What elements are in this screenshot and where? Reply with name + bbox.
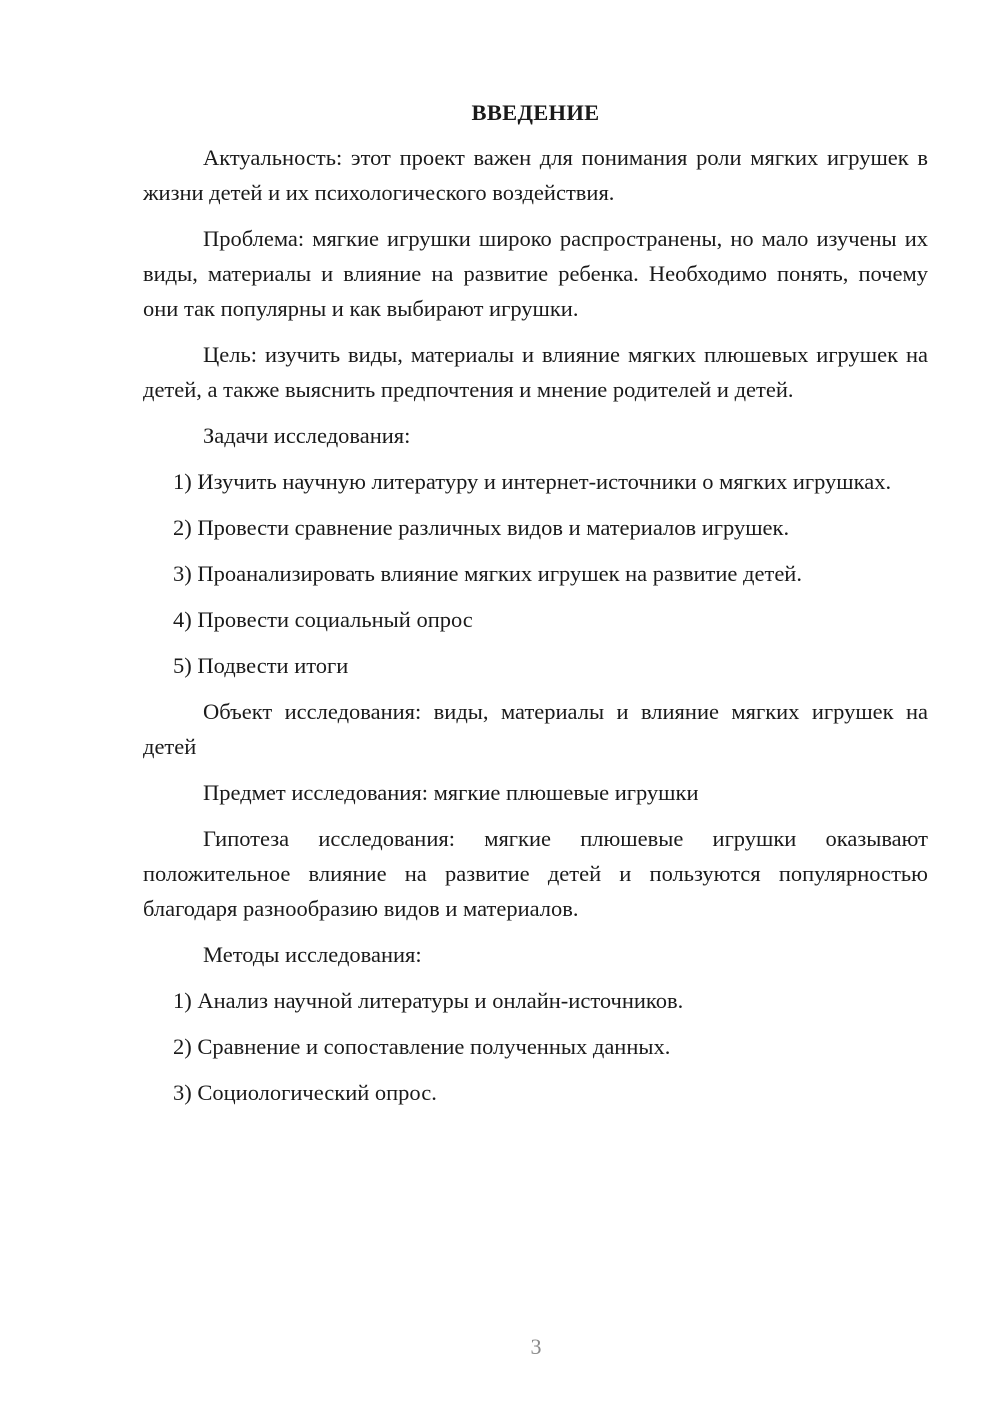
method-item: 3) Социологический опрос. (173, 1080, 437, 1105)
tasks-title: Задачи исследования: (203, 423, 411, 448)
task-item: 2) Провести сравнение различных видов и материалов игрушек. (173, 515, 790, 540)
hypothesis-paragraph: Гипотеза исследования: мягкие плюшевые игрушки оказывают положительное влияние на развитие детей и пользуются популярностью благодаря разнообразию видов и материалов. (143, 826, 928, 921)
goal-paragraph: Цель: изучить виды, материалы и влияние мягких плюшевых игрушек на детей, а также выяснить предпочтения и мнение родителей и детей. (143, 342, 928, 402)
method-item: 2) Сравнение и сопоставление полученных данных. (173, 1034, 671, 1059)
problem-paragraph: Проблема: мягкие игрушки широко распространены, но мало изучены их виды, материалы и влияние на развитие ребенка. Необходимо понять, почему они так популярны и как выбирают игрушки. (143, 226, 928, 321)
task-item: 5) Подвести итоги (173, 653, 349, 678)
page-number: 3 (530, 1334, 542, 1359)
subject-paragraph: Предмет исследования: мягкие плюшевые игрушки (203, 780, 699, 805)
task-item: 4) Провести социальный опрос (173, 607, 473, 632)
method-item: 1) Анализ научной литературы и онлайн-источников. (173, 988, 684, 1013)
actuality-paragraph: Актуальность: этот проект важен для понимания роли мягких игрушек в жизни детей и их психологического воздействия. (143, 145, 928, 205)
object-paragraph: Объект исследования: виды, материалы и влияние мягких игрушек на детей (143, 699, 928, 759)
section-heading: ВВЕДЕНИЕ (471, 100, 600, 125)
task-item: 1) Изучить научную литературу и интернет-источники о мягких игрушках. (173, 469, 892, 494)
task-item: 3) Проанализировать влияние мягких игрушек на развитие детей. (173, 561, 802, 586)
methods-title: Методы исследования: (203, 942, 422, 967)
page-content (143, 95, 928, 1121)
